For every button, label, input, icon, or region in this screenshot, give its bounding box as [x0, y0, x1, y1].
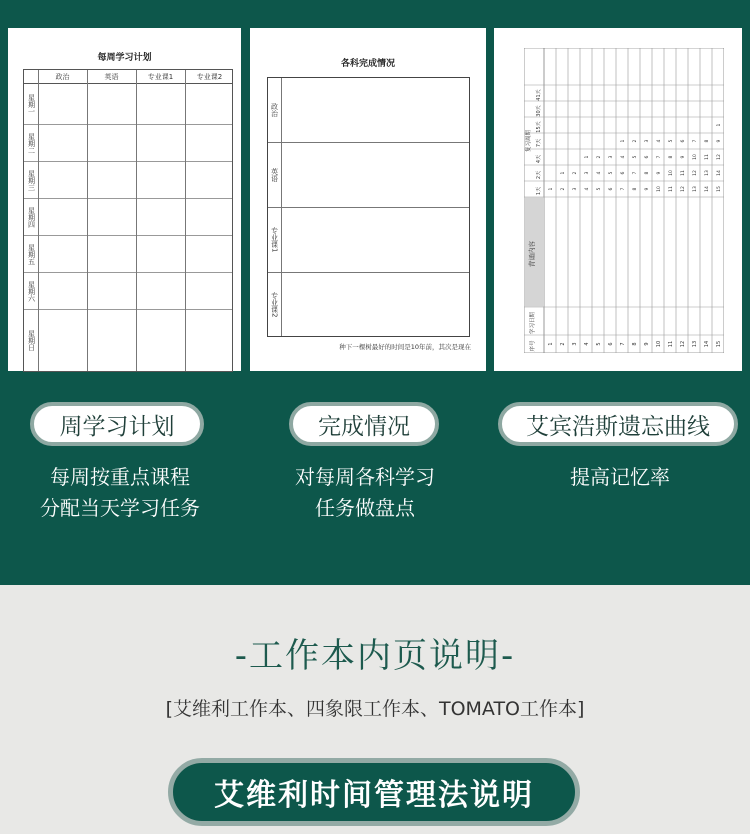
- review-number: 13: [693, 186, 698, 192]
- divider: [136, 70, 137, 371]
- ebbinghaus-labels: [535, 89, 722, 347]
- table-row: [24, 273, 232, 310]
- review-number: 1: [717, 123, 722, 127]
- ebbinghaus-card: [494, 28, 742, 371]
- review-header: 复习周期: [526, 129, 532, 153]
- weekly-plan-title: 每周学习计划: [97, 53, 152, 63]
- interval-label: 30天: [536, 105, 542, 117]
- review-number: 9: [717, 139, 722, 143]
- review-number: 8: [705, 139, 710, 143]
- day-label: 星期四: [27, 206, 36, 228]
- review-number: 4: [597, 171, 602, 175]
- header-cell: 专业课2: [196, 73, 223, 81]
- interval-label: 4天: [536, 154, 542, 164]
- desc-line: 分配当天学习任务: [40, 496, 200, 520]
- day-label: 星期二: [27, 132, 36, 154]
- review-number: 5: [597, 187, 602, 191]
- table-row: [24, 236, 232, 273]
- completion-footer: 种下一棵树最好的时间是10年前，其次是现在: [339, 343, 471, 351]
- serial-number: 9: [644, 342, 650, 346]
- weekly-plan-header: [24, 70, 232, 84]
- review-number: 6: [645, 155, 650, 159]
- serial-number: 10: [656, 340, 662, 348]
- table-row: [24, 162, 232, 199]
- table-row: [268, 273, 469, 336]
- serial-number: 8: [632, 342, 638, 346]
- content-header: 背诵内容: [528, 241, 536, 267]
- subject-label: 政治: [268, 78, 282, 142]
- divider: [38, 70, 39, 371]
- review-number: 5: [633, 155, 638, 159]
- weekly-plan-desc: [20, 462, 220, 524]
- review-number: 3: [609, 155, 614, 159]
- review-number: 1: [585, 155, 590, 159]
- section-subtitle: [艾维利工作本、四象限工作本、TOMATO工作本]: [165, 698, 585, 720]
- day-label: 星期三: [27, 169, 36, 191]
- day-label: 星期五: [27, 243, 36, 265]
- review-number: 4: [657, 139, 662, 143]
- table-row: [24, 199, 232, 236]
- review-number: 6: [621, 171, 626, 175]
- ebbinghaus-desc: [520, 462, 720, 493]
- review-number: 6: [681, 139, 686, 143]
- serial-number: 4: [584, 342, 590, 346]
- ebbinghaus-grid: [524, 48, 724, 353]
- table-row: [268, 143, 469, 208]
- review-number: 4: [585, 187, 590, 191]
- desc-line: 每周按重点课程: [50, 465, 190, 489]
- review-number: 1: [549, 187, 554, 191]
- review-number: 2: [561, 187, 566, 191]
- completion-card: [250, 28, 486, 371]
- weekly-plan-pill: 周学习计划: [30, 402, 204, 446]
- desc-line: 对每周各科学习: [295, 465, 435, 489]
- weekly-plan-table: [23, 69, 233, 372]
- review-number: 3: [645, 139, 650, 143]
- review-number: 14: [705, 186, 710, 192]
- completion-table: [267, 77, 470, 337]
- review-number: 12: [717, 154, 722, 160]
- interval-label: 2天: [536, 170, 542, 180]
- review-number: 11: [681, 170, 686, 176]
- serial-number: 14: [704, 340, 710, 348]
- divider: [185, 70, 186, 371]
- review-number: 8: [645, 171, 650, 175]
- section-title: -工作本内页说明-: [234, 636, 516, 676]
- review-number: 7: [657, 155, 662, 159]
- table-row: [24, 84, 232, 125]
- review-number: 5: [669, 139, 674, 143]
- review-number: 8: [669, 155, 674, 159]
- review-number: 3: [585, 171, 590, 175]
- interval-label: 7天: [536, 138, 542, 148]
- serial-number: 11: [668, 340, 674, 348]
- serial-number: 13: [692, 340, 698, 348]
- serial-number: 5: [596, 342, 602, 346]
- serial-number: 6: [608, 342, 614, 346]
- review-number: 14: [717, 170, 722, 176]
- serial-header: 序号: [530, 340, 536, 352]
- review-number: 13: [705, 170, 710, 176]
- review-number: 6: [609, 187, 614, 191]
- completion-pill: 完成情况: [289, 402, 439, 446]
- ebbinghaus-pill: 艾宾浩斯遗忘曲线: [498, 402, 738, 446]
- serial-number: 15: [716, 340, 722, 348]
- day-label: 星期六: [27, 280, 36, 302]
- serial-number: 1: [548, 342, 554, 346]
- ebbinghaus-table: [524, 48, 724, 353]
- review-number: 2: [633, 139, 638, 143]
- header-cell: 政治: [55, 73, 70, 81]
- review-number: 2: [597, 155, 602, 159]
- serial-number: 7: [620, 342, 626, 346]
- serial-number: 2: [560, 342, 566, 346]
- review-number: 10: [693, 154, 698, 160]
- interval-label: 15天: [536, 121, 542, 133]
- review-number: 3: [573, 187, 578, 191]
- review-number: 12: [693, 170, 698, 176]
- review-number: 7: [621, 187, 626, 191]
- subject-label: 专业课2: [268, 273, 282, 336]
- review-number: 8: [633, 187, 638, 191]
- review-number: 10: [657, 186, 662, 192]
- date-header: 学习日期: [530, 311, 536, 335]
- review-number: 9: [681, 155, 686, 159]
- day-label: 星期一: [27, 93, 36, 115]
- serial-number: 12: [680, 340, 686, 348]
- weekly-plan-card: [8, 28, 241, 371]
- interval-label: 1天: [536, 186, 542, 196]
- completion-title: 各科完成情况: [340, 59, 395, 69]
- table-row: [24, 310, 232, 371]
- review-number: 1: [561, 171, 566, 175]
- divider: [87, 70, 88, 371]
- review-number: 4: [621, 155, 626, 159]
- desc-line: 任务做盘点: [315, 496, 415, 520]
- interval-label: 41天: [536, 89, 542, 101]
- table-row: [268, 78, 469, 143]
- completion-desc: [270, 462, 460, 524]
- review-number: 15: [717, 186, 722, 192]
- review-number: 9: [645, 187, 650, 191]
- header-cell: 英语: [104, 73, 119, 81]
- review-number: 11: [669, 186, 674, 192]
- serial-number: 3: [572, 342, 578, 346]
- review-number: 7: [633, 171, 638, 175]
- review-number: 9: [657, 171, 662, 175]
- header-cell: 专业课1: [147, 73, 174, 81]
- review-number: 10: [669, 170, 674, 176]
- subject-label: 专业课1: [268, 208, 282, 272]
- method-banner: 艾维利时间管理法说明: [168, 758, 580, 826]
- subject-label: 英语: [268, 143, 282, 207]
- desc-line: 提高记忆率: [570, 465, 670, 489]
- review-number: 1: [621, 139, 626, 143]
- review-number: 12: [681, 186, 686, 192]
- review-number: 7: [693, 139, 698, 143]
- table-row: [268, 208, 469, 273]
- table-row: [24, 125, 232, 162]
- review-number: 5: [609, 171, 614, 175]
- day-label: 星期日: [27, 330, 36, 351]
- review-number: 11: [705, 154, 710, 160]
- review-number: 2: [573, 171, 578, 175]
